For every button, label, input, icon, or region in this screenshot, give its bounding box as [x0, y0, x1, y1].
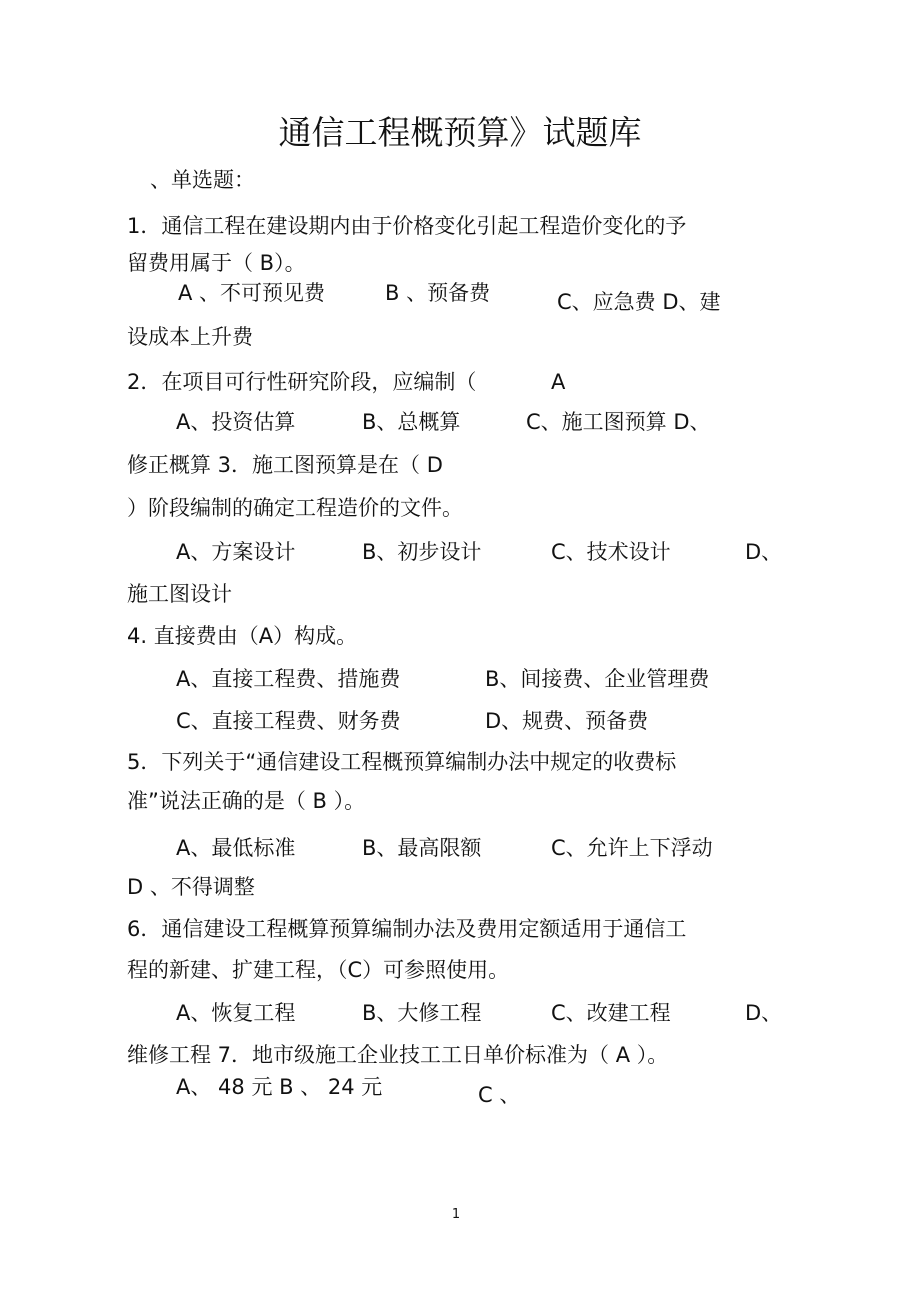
section-heading: 、单选题：	[150, 168, 255, 192]
question-6-stem-line-1: 6．通信建设工程概算预算编制办法及费用定额适用于通信工	[127, 917, 687, 941]
question-3-option-c: C、技术设计	[551, 540, 671, 564]
page-number: 1	[451, 1207, 461, 1222]
question-6-option-b: B、大修工程	[362, 1001, 482, 1025]
question-5-option-c: C、允许上下浮动	[551, 836, 713, 860]
question-6-option-c: C、改建工程	[551, 1001, 671, 1025]
question-5-option-d: D 、不得调整	[127, 875, 255, 899]
question-2-option-a: A、投资估算	[176, 410, 296, 434]
question-6-stem-line-2: 程的新建、扩建工程，（C）可参照使用。	[127, 958, 510, 982]
question-6-option-d: D、	[745, 1001, 783, 1025]
question-4-option-c: C、直接工程费、财务费	[176, 709, 401, 733]
question-2-wrap-question-3-stem: 修正概算 3．施工图预算是在（ D	[127, 453, 443, 477]
question-3-option-d: D、	[745, 540, 783, 564]
question-2-option-b: B、总概算	[362, 410, 461, 434]
question-5-stem-line-2: 准”说法正确的是（ B ）。	[127, 789, 366, 813]
question-2-stem: 2．在项目可行性研究阶段，应编制（	[127, 370, 477, 394]
question-4-option-a: A、直接工程费、措施费	[176, 667, 401, 691]
question-3-option-d-wrap: 施工图设计	[127, 582, 232, 606]
question-1-option-d-wrap: 设成本上升费	[127, 325, 253, 349]
question-5-stem-line-1: 5．下列关于“通信建设工程概预算编制办法中规定的收费标	[127, 750, 677, 774]
question-1-option-a: A 、不可预见费	[178, 281, 326, 305]
question-7-option-c: C 、	[478, 1083, 521, 1107]
question-4-option-b: B、间接费、企业管理费	[485, 667, 710, 691]
question-5-option-a: A、最低标准	[176, 836, 296, 860]
question-4-stem: 4. 直接费由（A）构成。	[127, 624, 358, 648]
question-5-option-b: B、最高限额	[362, 836, 482, 860]
question-3-stem-line-2: ）阶段编制的确定工程造价的文件。	[127, 496, 463, 520]
question-6-wrap-question-7-stem: 维修工程 7．地市级施工企业技工工日单价标准为（ A ）。	[127, 1043, 669, 1067]
question-2-option-c-d: C、施工图预算 D、	[526, 410, 711, 434]
question-7-option-a-b: A、 48 元 B 、 24 元	[176, 1075, 383, 1099]
question-2-answer: A	[551, 370, 566, 394]
question-1-option-b: B 、预备费	[385, 281, 491, 305]
question-1-option-c-d: C、应急费 D、建	[557, 290, 721, 314]
question-1-stem-line-2: 留费用属于（ B）。	[127, 251, 306, 275]
question-3-option-a: A、方案设计	[176, 540, 296, 564]
page-title: 通信工程概预算》试题库	[278, 113, 642, 152]
question-1-stem-line-1: 1．通信工程在建设期内由于价格变化引起工程造价变化的予	[127, 214, 687, 238]
question-6-option-a: A、恢复工程	[176, 1001, 296, 1025]
question-3-option-b: B、初步设计	[362, 540, 482, 564]
question-4-option-d: D、规费、预备费	[485, 709, 649, 733]
